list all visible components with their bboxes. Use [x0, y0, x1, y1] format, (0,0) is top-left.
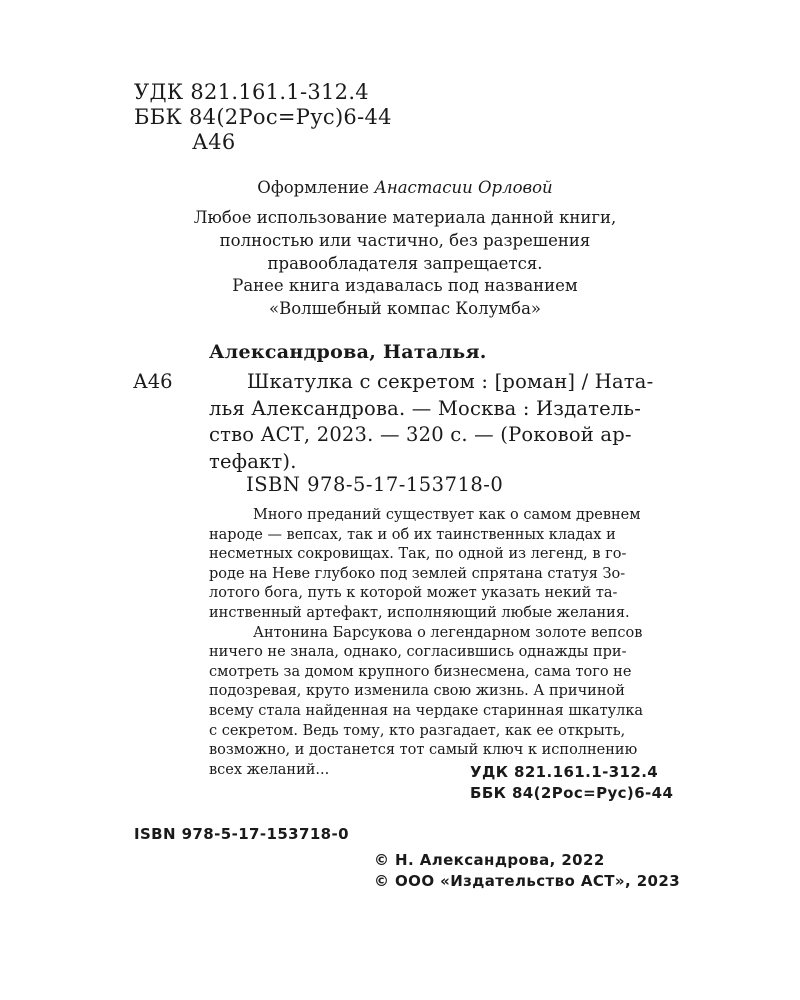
- author-mark: А46: [192, 130, 236, 154]
- bib-line: Шкатулка с секретом : [роман] / Ната-: [247, 370, 654, 393]
- annotation-line: народе — вепсах, так и об их таинственных кладах и: [209, 526, 616, 543]
- design-credit-name: Анастасии Орловой: [374, 178, 553, 197]
- bib-line: ство АСТ, 2023. — 320 с. — (Роковой ар-: [209, 423, 632, 446]
- previous-title-notice: [120, 274, 690, 320]
- annotation-line: Много преданий существует как о самом древнем: [253, 507, 641, 523]
- notice-line: правообладателя запрещается.: [267, 254, 543, 273]
- bbk-code-bottom: ББК 84(2Рос=Рус)6-44: [470, 784, 674, 802]
- udk-code-bottom: УДК 821.161.1-312.4: [470, 763, 659, 781]
- annotation-line: ничего не знала, однако, согласившись однажды при-: [209, 644, 627, 661]
- annotation-line: несметных сокровищах. Так, по одной из легенд, в го-: [209, 546, 627, 563]
- notice-line: Любое использование материала данной книги,: [193, 208, 617, 227]
- annotation-line: всему стала найденная на чердаке старинная шкатулка: [209, 702, 644, 719]
- bibliographic-description: [209, 369, 706, 475]
- annotation-line: роде на Неве глубоко под землей спрятана статуя Зо-: [209, 565, 626, 582]
- notice-line: полностью или частично, без разрешения: [219, 231, 591, 250]
- author-heading: Александрова, Наталья.: [209, 341, 487, 363]
- design-credit: [120, 176, 690, 199]
- annotation-line: с секретом. Ведь тому, кто разгадает, как ее открыть,: [209, 722, 626, 739]
- annotation-line: инственный артефакт, исполняющий любые желания.: [209, 604, 630, 621]
- annotation-line: Антонина Барсукова о легендарном золоте вепсов: [253, 624, 643, 641]
- copyright-author: © Н. Александрова, 2022: [374, 851, 605, 869]
- annotation-line: возможно, и достанется тот самый ключ к исполнению: [209, 742, 638, 759]
- previous-title-line: Ранее книга издавалась под названием: [232, 276, 578, 295]
- udk-code: УДК 821.161.1-312.4: [134, 80, 369, 104]
- annotation-line: лотого бога, путь к которой может указать некий та-: [209, 585, 618, 602]
- annotation-line: подозревая, круто изменила свою жизнь. А причиной: [209, 683, 625, 700]
- copyright-publisher: © ООО «Издательство АСТ», 2023: [374, 872, 681, 890]
- annotation-line: всех желаний...: [209, 761, 330, 778]
- bib-line: лья Александрова. — Москва : Издатель-: [209, 396, 642, 420]
- annotation: [209, 506, 706, 780]
- isbn-main: ISBN 978-5-17-153718-0: [246, 473, 504, 496]
- isbn-bottom: ISBN 978-5-17-153718-0: [134, 825, 349, 843]
- bbk-code: ББК 84(2Рос=Рус)6-44: [134, 105, 392, 129]
- author-mark-entry: А46: [133, 370, 173, 393]
- design-credit-prefix: Оформление: [257, 178, 370, 197]
- previous-title-line: «Волшебный компас Колумба»: [268, 299, 542, 318]
- annotation-line: смотреть за домом крупного бизнесмена, сама того не: [209, 663, 632, 680]
- bib-line: тефакт).: [209, 449, 297, 473]
- copyright-notice: [120, 206, 690, 275]
